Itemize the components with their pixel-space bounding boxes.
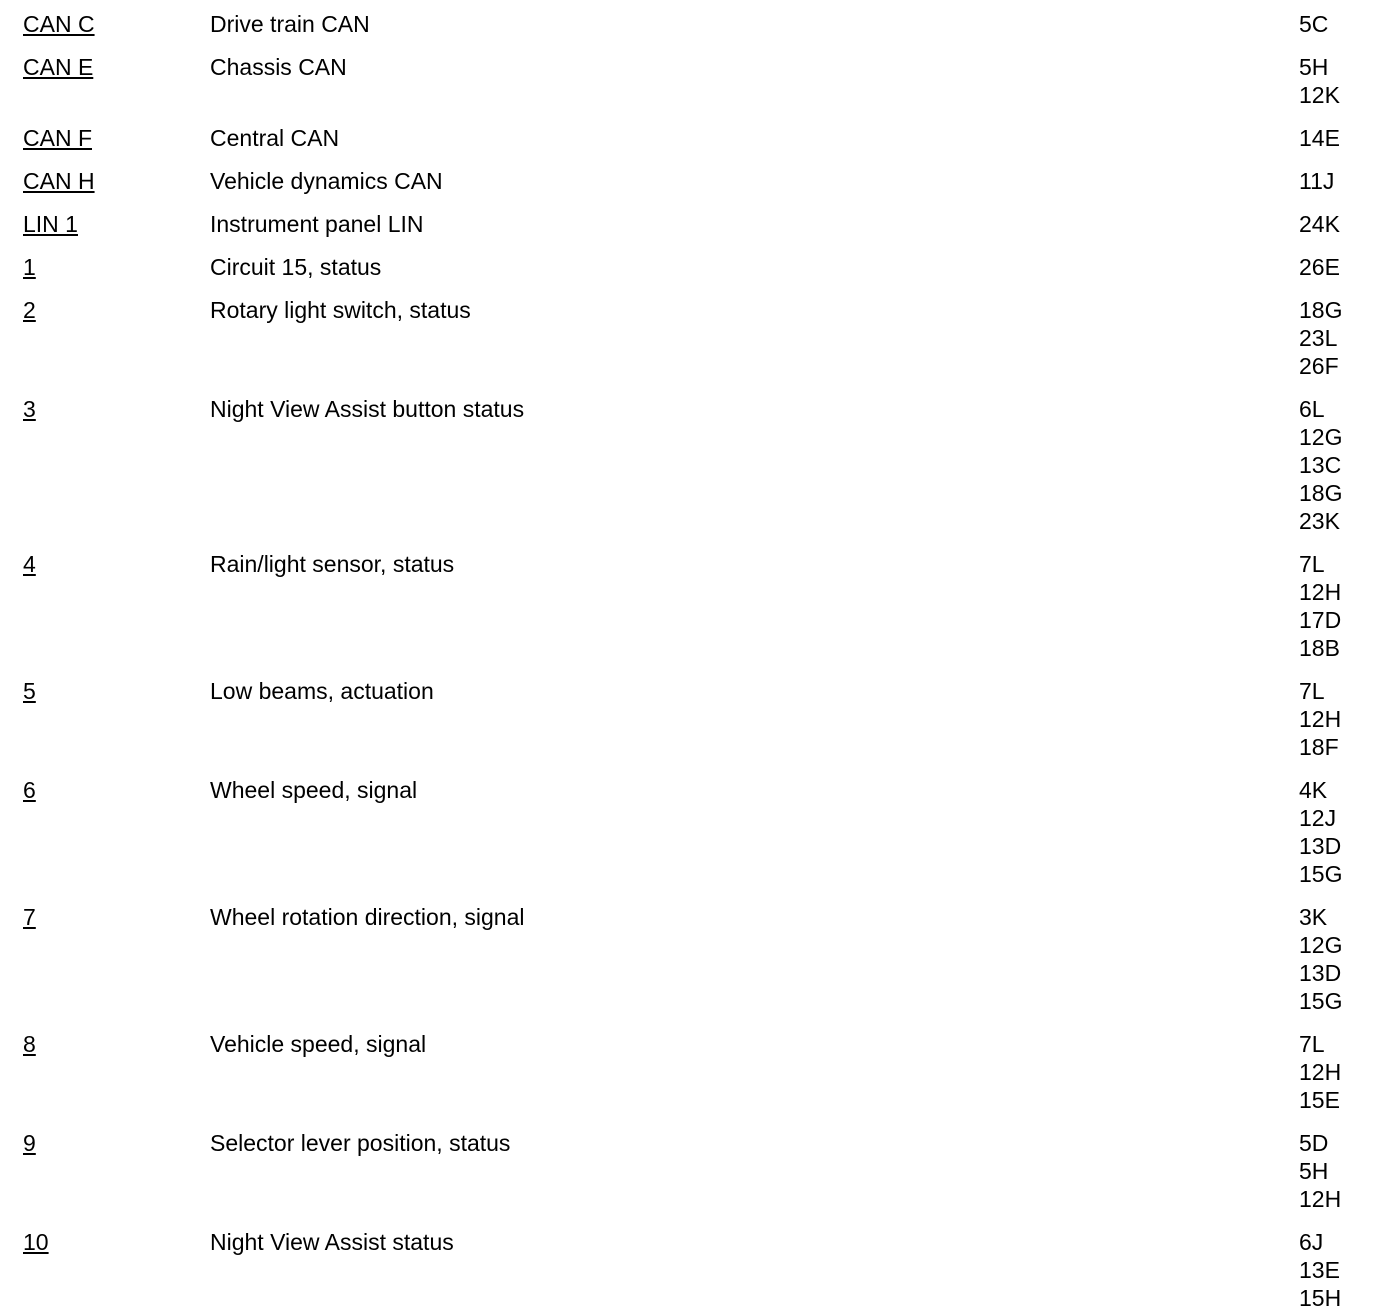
signal-description: Wheel speed, signal	[210, 777, 418, 803]
grid-reference: 18G	[1299, 297, 1343, 323]
signal-description: Low beams, actuation	[210, 678, 434, 704]
grid-reference: 13C	[1299, 452, 1342, 478]
grid-reference: 24K	[1299, 211, 1340, 237]
signal-code-link[interactable]: 8	[23, 1031, 36, 1057]
signal-code-link[interactable]: 1	[23, 254, 36, 280]
signal-description: Circuit 15, status	[210, 254, 382, 280]
signal-code-link[interactable]: 2	[23, 297, 36, 323]
signal-description: Night View Assist status	[210, 1229, 454, 1255]
grid-reference: 5H	[1299, 1158, 1329, 1184]
grid-reference-list	[1299, 253, 1340, 281]
grid-reference-list	[1299, 395, 1342, 535]
signal-description: Instrument panel LIN	[210, 211, 424, 237]
grid-reference-list	[1299, 677, 1341, 761]
signal-code-link[interactable]: 10	[23, 1229, 49, 1255]
signal-code-link[interactable]: 9	[23, 1130, 36, 1156]
signal-code-link[interactable]: CAN C	[23, 11, 95, 37]
grid-reference: 23K	[1299, 508, 1340, 534]
signal-code-link[interactable]: 3	[23, 396, 36, 422]
signal-code-link[interactable]: CAN F	[23, 125, 92, 151]
signal-code-link[interactable]: 7	[23, 904, 36, 930]
grid-reference: 12H	[1299, 1186, 1342, 1212]
grid-reference: 26F	[1299, 353, 1339, 379]
grid-reference: 5C	[1299, 11, 1329, 37]
grid-reference: 7L	[1299, 678, 1325, 704]
signal-description: Chassis CAN	[210, 54, 347, 80]
grid-reference: 12H	[1299, 579, 1342, 605]
signal-description: Rain/light sensor, status	[210, 551, 455, 577]
grid-reference: 15G	[1299, 861, 1343, 887]
grid-reference: 12H	[1299, 706, 1342, 732]
grid-reference: 6L	[1299, 396, 1325, 422]
signal-description: Central CAN	[210, 125, 340, 151]
grid-reference-list	[1299, 210, 1340, 238]
signal-description: Night View Assist button status	[210, 396, 525, 422]
signal-code-link[interactable]: CAN E	[23, 54, 94, 80]
grid-reference: 12H	[1299, 1059, 1342, 1085]
grid-reference: 12J	[1299, 805, 1337, 831]
grid-reference-list	[1299, 53, 1340, 109]
signal-description: Rotary light switch, status	[210, 297, 471, 323]
grid-reference: 15H	[1299, 1285, 1342, 1311]
signal-description: Vehicle speed, signal	[210, 1031, 427, 1057]
grid-reference: 18F	[1299, 734, 1339, 760]
grid-reference: 11J	[1299, 168, 1335, 194]
grid-reference-list	[1299, 124, 1340, 152]
grid-reference: 6J	[1299, 1229, 1324, 1255]
grid-reference: 13D	[1299, 960, 1342, 986]
grid-reference: 23L	[1299, 325, 1338, 351]
grid-reference: 7L	[1299, 551, 1325, 577]
signal-code-link[interactable]: CAN H	[23, 168, 95, 194]
grid-reference-list	[1299, 167, 1334, 195]
signal-code-link[interactable]: 4	[23, 551, 36, 577]
signal-description: Vehicle dynamics CAN	[210, 168, 443, 194]
grid-reference: 13D	[1299, 833, 1342, 859]
signal-code-link[interactable]: LIN 1	[23, 211, 78, 237]
grid-reference: 7L	[1299, 1031, 1325, 1057]
grid-reference-list	[1299, 10, 1328, 38]
grid-reference-list	[1299, 550, 1341, 662]
grid-reference: 5H	[1299, 54, 1329, 80]
signal-code-link[interactable]: 6	[23, 777, 36, 803]
grid-reference: 5D	[1299, 1130, 1329, 1156]
grid-reference: 12K	[1299, 82, 1340, 108]
signal-code-link[interactable]: 5	[23, 678, 36, 704]
signal-description: Drive train CAN	[210, 11, 370, 37]
grid-reference: 15G	[1299, 988, 1343, 1014]
grid-reference: 18B	[1299, 635, 1340, 661]
grid-reference: 3K	[1299, 904, 1328, 930]
signal-description: Selector lever position, status	[210, 1130, 511, 1156]
grid-reference: 12G	[1299, 424, 1343, 450]
grid-reference-list	[1299, 296, 1342, 380]
grid-reference: 12G	[1299, 932, 1343, 958]
grid-reference: 14E	[1299, 125, 1340, 151]
grid-reference-list	[1299, 1228, 1341, 1312]
grid-reference: 13E	[1299, 1257, 1340, 1283]
grid-reference-list	[1299, 903, 1342, 1015]
signal-description: Wheel rotation direction, signal	[210, 904, 525, 930]
grid-reference: 17D	[1299, 607, 1342, 633]
grid-reference: 18G	[1299, 480, 1343, 506]
grid-reference-list	[1299, 776, 1342, 888]
grid-reference: 26E	[1299, 254, 1340, 280]
grid-reference: 4K	[1299, 777, 1328, 803]
grid-reference-list	[1299, 1030, 1341, 1114]
grid-reference-list	[1299, 1129, 1341, 1213]
grid-reference: 15E	[1299, 1087, 1340, 1113]
